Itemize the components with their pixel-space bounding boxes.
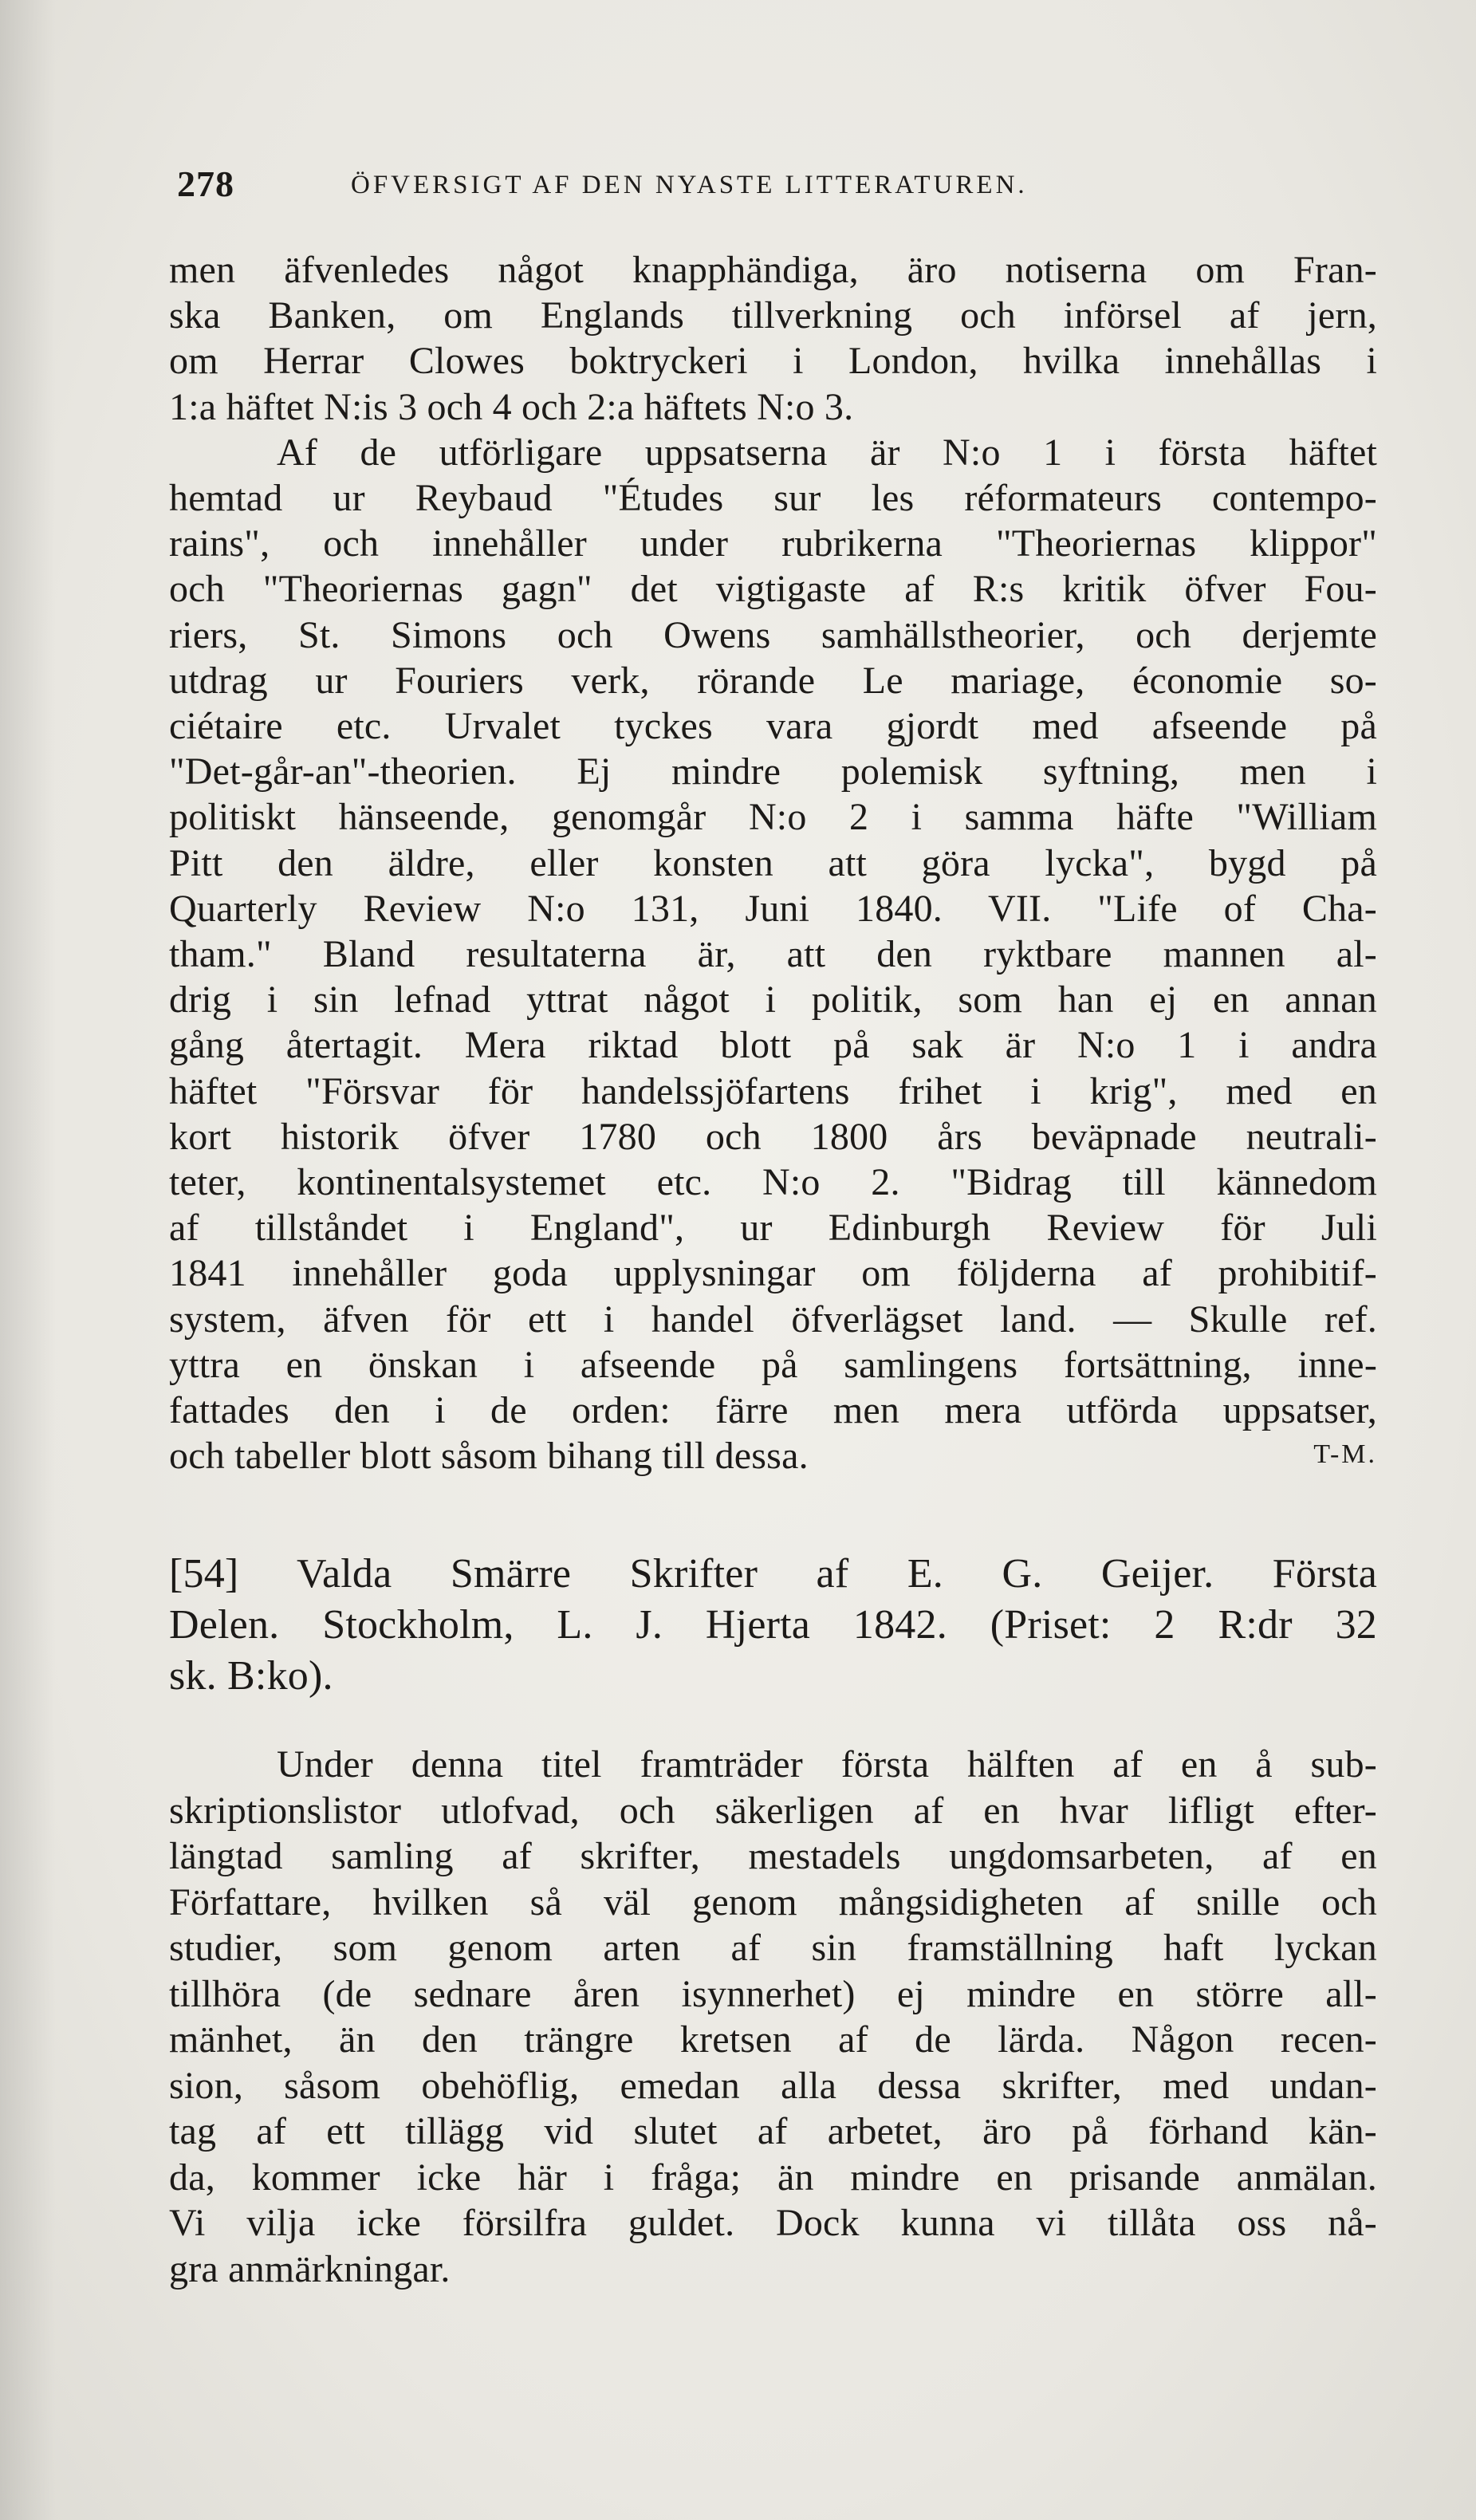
text-line: politiskt hänseende, genomgår N:o 2 i samma häfte "William [169, 796, 1377, 839]
text-line: och "Theoriernas gagn" det vigtigaste af R:s kritik öfver Fou- [169, 568, 1377, 611]
text-line: 1841 innehåller goda upplysningar om följderna af prohibitif- [169, 1252, 1377, 1295]
text-line: gång återtagit. Mera riktad blott på sak är N:o 1 i andra [169, 1024, 1377, 1067]
text-line: studier, som genom arten af sin framställning haft lyckan [169, 1927, 1377, 1969]
text-line: Under denna titel framträder första hälften af en å sub- [277, 1743, 1377, 1786]
text-line: tillhöra (de sednare åren isynnerhet) ej mindre en större all- [169, 1972, 1377, 2015]
text-line: rains", och innehåller under rubrikerna "Theoriernas klippor" [169, 522, 1377, 565]
text-line: om Herrar Clowes boktryckeri i London, hvilka innehållas i [169, 340, 1377, 383]
text-line: da, kommer icke här i fråga; än mindre en prisande anmälan. [169, 2156, 1377, 2199]
text-line: Pitt den äldre, eller konsten att göra lycka", bygd på [169, 841, 1377, 884]
text-line: "Det-går-an"-theorien. Ej mindre polemisk syftning, men i [169, 750, 1377, 793]
text-line: Vi vilja icke försilfra guldet. Dock kunna vi tillåta oss nå- [169, 2202, 1377, 2244]
text-line: af tillståndet i England", ur Edinburgh Review för Juli [169, 1207, 1377, 1250]
review-a-body [169, 247, 1377, 1479]
review-b-body [169, 1742, 1377, 2292]
text-line: längtad samling af skrifter, mestadels ungdomsarbeten, af en [169, 1835, 1377, 1877]
text-line: teter, kontinentalsystemet etc. N:o 2. "Bidrag till kännedom [169, 1161, 1377, 1204]
text-line: ska Banken, om Englands tillverkning och införsel af jern, [169, 294, 1377, 337]
text-line: ciétaire etc. Urvalet tyckes vara gjordt med afseende på [169, 705, 1377, 748]
text-line: system, äfven för ett i handel öfverlägset land. — Skulle ref. [169, 1297, 1377, 1341]
entry-heading-line: sk. B:ko). [169, 1653, 333, 1699]
text-line: häftet "Försvar för handelssjöfartens frihet i krig", med en [169, 1069, 1377, 1112]
text-line: och tabeller blott såsom bihang till dessa. [169, 1435, 809, 1478]
running-title: ÖFVERSIGT AF DEN NYASTE LITTERATUREN. [351, 171, 1028, 199]
text-line: mänhet, än den trängre kretsen af de lärda. Någon recen- [169, 2018, 1377, 2061]
text-line: fattades den i de orden: färre men mera utförda uppsatser, [169, 1389, 1377, 1432]
text-line: 1:a häftet N:is 3 och 4 och 2:a häftets N:o 3. [169, 385, 854, 428]
text-line: Författare, hvilken så väl genom mångsidigheten af snille och [169, 1880, 1377, 1923]
text-line: sion, såsom obehöflig, emedan alla dessa skrifter, med undan- [169, 2064, 1377, 2107]
text-line: kort historik öfver 1780 och 1800 års beväpnade neutrali- [169, 1115, 1377, 1158]
text-line: Quarterly Review N:o 131, Juni 1840. VII. "Life of Cha- [169, 887, 1377, 930]
running-head [177, 163, 1373, 211]
text-line: hemtad ur Reybaud "Études sur les réformateurs contempo- [169, 477, 1377, 520]
text-line: Af de utförligare uppsatserna är N:o 1 i första häftet [277, 431, 1377, 474]
reviewer-signature: T-M. [1313, 1439, 1377, 1470]
text-line: drig i sin lefnad yttrat något i politik, som han ej en annan [169, 978, 1377, 1022]
entry-heading-line: Delen. Stockholm, L. J. Hjerta 1842. (Priset: 2 R:dr 32 [169, 1602, 1377, 1648]
text-line: gra anmärkningar. [169, 2247, 451, 2290]
entry-heading [169, 1549, 1377, 1702]
page-gutter-shadow [0, 0, 56, 2520]
text-line: tham." Bland resultaterna är, att den ryktbare mannen al- [169, 933, 1377, 976]
entry-heading-line: [54] Valda Smärre Skrifter af E. G. Geijer. Första [169, 1551, 1377, 1597]
page-number: 278 [177, 163, 234, 204]
text-line: men äfvenledes något knapphändiga, äro notiserna om Fran- [169, 249, 1377, 291]
text-line: tag af ett tillägg vid slutet af arbetet, äro på förhand kän- [169, 2110, 1377, 2152]
text-line: riers, St. Simons och Owens samhällstheorier, och derjemte [169, 613, 1377, 656]
text-line: skriptionslistor utlofvad, och säkerligen af en hvar lifligt efter- [169, 1789, 1377, 1832]
text-line: utdrag ur Fouriers verk, rörande Le mariage, économie so- [169, 659, 1377, 702]
text-line: yttra en önskan i afseende på samlingens fortsättning, inne- [169, 1343, 1377, 1386]
